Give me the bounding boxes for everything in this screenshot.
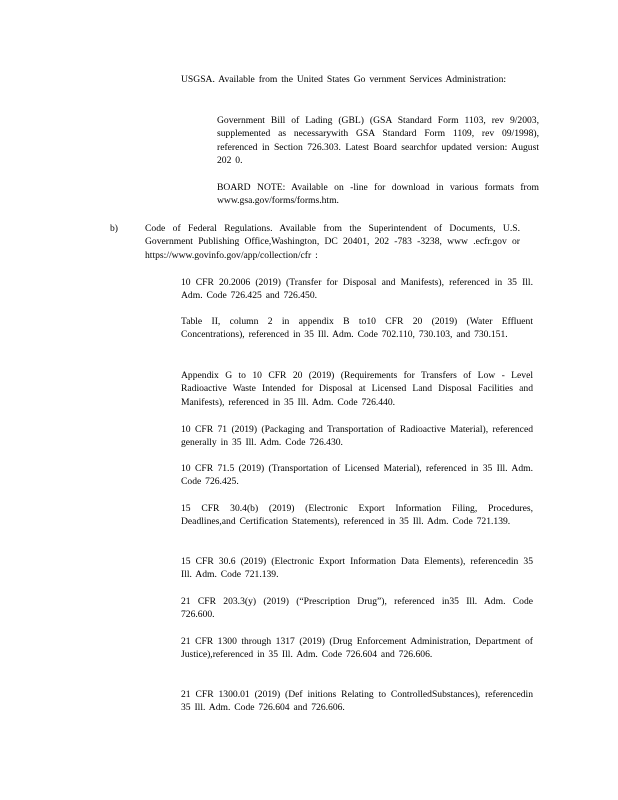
cfr-item: Table II, column 2 in appendix B to10 CFR 20 (2019) (Water Effluent Concentrations), referenced in 35 Ill. Adm. Code 702.110, 730.103, and 730.151. — [181, 316, 533, 341]
board-note-paragraph: BOARD NOTE: Available on -line for download in various formats from www.gsa.gov/forms/forms.htm. — [217, 182, 539, 207]
cfr-item: 10 CFR 71 (2019) (Packaging and Transportation of Radioactive Material), referenced generally in 35 Ill. Adm. Code 726.430. — [181, 424, 533, 449]
cfr-item: 21 CFR 1300 through 1317 (2019) (Drug Enforcement Administration, Department of Justice),referenced in 35 Ill. Adm. Code 726.604 and 726.606. — [181, 636, 533, 661]
cfr-item: 15 CFR 30.4(b) (2019) (Electronic Export Information Filing, Procedures, Deadlines,and Certification Statements), referenced in 35 Ill. Adm. Code 721.139. — [181, 503, 533, 528]
cfr-item: 10 CFR 20.2006 (2019) (Transfer for Disposal and Manifests), referenced in 35 Ill. Adm. Code 726.425 and 726.450. — [181, 277, 533, 302]
cfr-item: 15 CFR 30.6 (2019) (Electronic Export Information Data Elements), referencedin 35 Ill. Adm. Code 721.139. — [181, 556, 533, 581]
gbl-paragraph: Government Bill of Lading (GBL) (GSA Standard Form 1103, rev 9/2003, supplemented as necessarywith GSA Standard Form 1109, rev 09/1998), referenced in Section 726.303. Latest Board searchfor updated version: August 202 0. — [217, 115, 539, 167]
cfr-item: 10 CFR 71.5 (2019) (Transportation of Licensed Material), referenced in 35 Ill. Adm. Code 726.425. — [181, 463, 533, 488]
cfr-item: 21 CFR 1300.01 (2019) (Def initions Relating to ControlledSubstances), referencedin 35 Ill. Adm. Code 726.604 and 726.606. — [181, 689, 533, 714]
usgsa-paragraph: USGSA. Available from the United States Go vernment Services Administration: — [181, 74, 507, 85]
cfr-item: Appendix G to 10 CFR 20 (2019) (Requirements for Transfers of Low - Level Radioactive Waste Intended for Disposal at Licensed Land Disposal Facilities and Manifests), referenced in 35 Ill. Adm. Code 726.440. — [181, 370, 533, 408]
cfr-item: 21 CFR 203.3(y) (2019) (“Prescription Drug”), referenced in35 Ill. Adm. Code 726.600. — [181, 596, 533, 621]
cfr-intro-paragraph: Code of Federal Regulations. Available from the Superintendent of Documents, U.S. Government Publishing Office,Washington, DC 20401, 202 -783 -3238, www .ecfr.gov or https://www.govinfo.gov/app/collection/cfr : — [145, 223, 520, 261]
section-b-marker: b) — [110, 223, 118, 234]
